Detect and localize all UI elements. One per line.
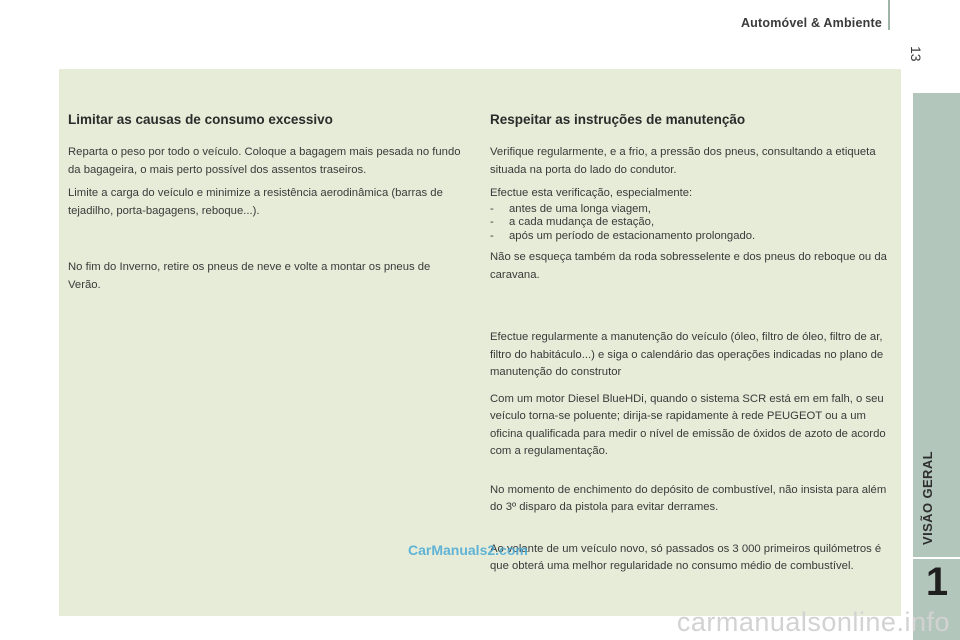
left-column	[68, 112, 463, 300]
watermark-small: CarManuals2.com	[408, 542, 528, 558]
left-paragraph: No fim do Inverno, retire os pneus de neve e volte a montar os pneus de Verão.	[68, 261, 431, 291]
checklist-item: - a cada mudança de estação,	[490, 216, 895, 230]
right-paragraph: No momento de enchimento do depósito de combustível, não insista para além do 3º disparo da pistola para evitar derrames.	[490, 483, 887, 513]
checklist-item: - antes de uma longa viagem,	[490, 203, 895, 217]
right-heading: Respeitar as instruções de manutenção	[490, 112, 746, 127]
right-paragraph: Não se esqueça também da roda sobresselente e dos pneus do reboque ou da caravana.	[490, 251, 887, 281]
page-number: 13	[908, 46, 924, 62]
checklist	[490, 203, 895, 244]
checklist-item: - após um período de estacionamento prolongado.	[490, 230, 895, 244]
right-paragraph: Com um motor Diesel BlueHDi, quando o sistema SCR está em em falh, o seu veículo torna-se poluente; dirija-se rapidamente à rede PEUGEOT ou a um oficina qualificada para medir o nível de emissão de óxidos de azoto de acordo com a regulamentação.	[490, 392, 886, 457]
right-paragraph: Verifique regularmente, e a frio, a pressão dos pneus, consultando a etiqueta situada na porta do lado do condutor.	[490, 146, 876, 176]
left-paragraph: Limite a carga do veículo e minimize a resistência aerodinâmica (barras de tejadilho, porta-bagagens, reboque...).	[68, 187, 443, 217]
left-paragraph: Reparta o peso por todo o veículo. Coloque a bagagem mais pesada no fundo da bagageira, o mais perto possível dos assentos traseiros.	[68, 146, 461, 176]
section-tab-label: VISÃO GERAL	[920, 451, 935, 545]
running-header-title: Automóvel & Ambiente	[740, 16, 882, 30]
left-heading: Limitar as causas de consumo excessivo	[68, 112, 333, 127]
right-column	[490, 112, 895, 582]
right-paragraph: Ao volante de um veículo novo, só passados os 3 000 primeiros quilómetros é que obterá uma melhor regularidade no consumo médio de combustível.	[490, 542, 882, 572]
watermark-large: carmanualsonline.info	[676, 607, 950, 637]
right-paragraph: Efectue regularmente a manutenção do veículo (óleo, filtro de óleo, filtro de ar, filtro do habitáculo...) e siga o calendário das operações indicadas no plano de manutenção do construtor	[490, 331, 884, 378]
section-tab-divider	[913, 557, 960, 559]
header-divider	[888, 0, 890, 30]
right-paragraph: Efectue esta verificação, especialmente:	[490, 187, 693, 199]
chapter-number: 1	[925, 560, 949, 604]
